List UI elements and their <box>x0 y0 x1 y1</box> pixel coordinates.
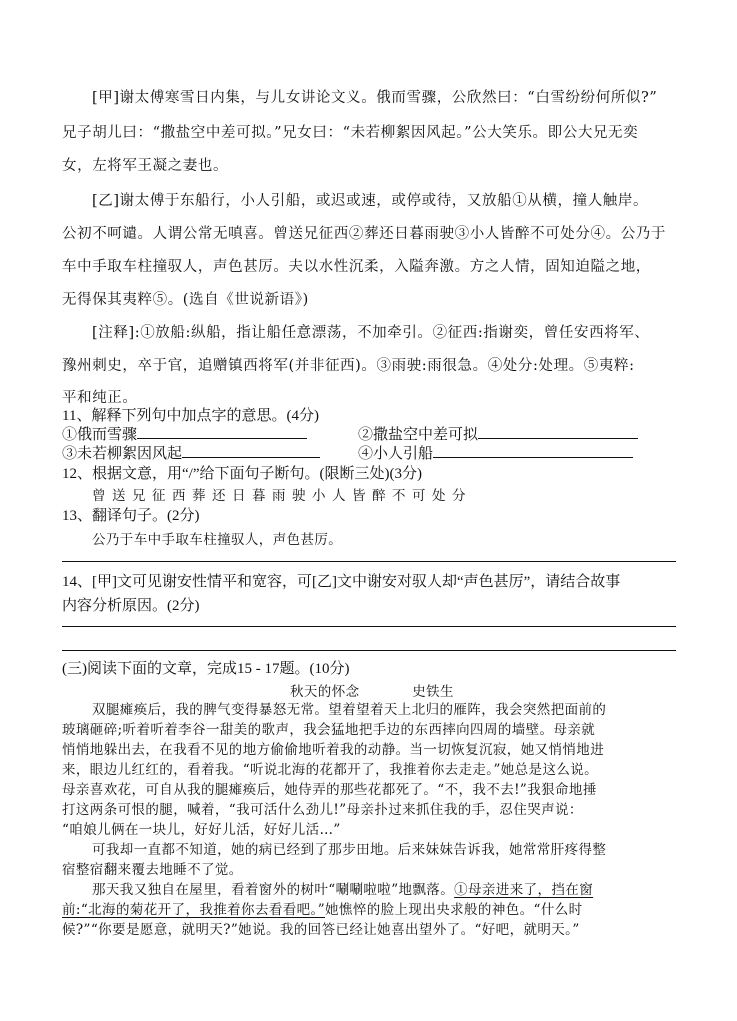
notes-line-3: 平和纯正。 <box>62 390 138 406</box>
q13-answer-line[interactable] <box>62 561 676 562</box>
q11-row-2 <box>62 442 633 463</box>
essay-title-row <box>290 680 502 700</box>
passage-b-line-2: 公初不呵谴。人谓公常无嗔喜。曾送兄征西②葬还日暮雨驶③小人皆醉不可处分④。公乃于 <box>62 226 666 242</box>
essay-line-5: 母亲喜欢花，可自从我的腿瘫痪后，她侍弄的那些花都死了。“不，我不去!”我狠命地捶 <box>62 782 597 798</box>
q12-stem: 12、根据文意，用“/”给下面句子断句。(限断三处)(3分) <box>62 466 422 482</box>
essay-line-9: 宿整宿翻来覆去地睡不了觉。 <box>62 862 243 878</box>
q14-answer-line-2[interactable] <box>62 650 676 651</box>
essay-line-3: 悄悄地躲出去，在我看不见的地方偷偷地听着我的动静。当一切恢复沉寂，她又悄悄地进 <box>62 742 605 758</box>
q11-row-1 <box>62 423 638 444</box>
q11-answer-1[interactable] <box>137 424 307 439</box>
q11-item-2-label: ②撒盐空中差可拟 <box>358 427 479 443</box>
q11-stem: 11、解释下列句中加点字的意思。(4分) <box>62 408 319 424</box>
notes-line-1: [注释]:①放船:纵船，指让船任意漂荡，不加牵引。②征西:指谢奕，曾任安西将军、 <box>92 325 650 341</box>
underlined-sentence-1-part-1: ①母亲进来了，挡在窗 <box>454 882 594 898</box>
essay-line-1: 双腿瘫痪后，我的脾气变得暴怒无常。望着望着天上北归的雁阵，我会突然把面前的 <box>92 702 607 718</box>
essay-line-6: 打这两条可恨的腿，喊着，“我可活什么劲儿!”母亲扑过来抓住我的手，忍住哭声说： <box>62 802 583 818</box>
passage-b-line-3: 车中手取车柱撞驭人，声色甚厉。夫以水性沉柔，入隘奔激。方之人情，固知迫隘之地， <box>62 259 651 275</box>
q11-item-3-label: ③未若柳絮因风起 <box>62 446 183 462</box>
q14-answer-line-1[interactable] <box>62 626 676 627</box>
q11-answer-4[interactable] <box>433 443 633 458</box>
q14-line-2: 内容分析原因。(2分) <box>62 598 200 614</box>
passage-a-line-3: 女，左将军王凝之妻也。 <box>62 158 229 174</box>
q11-item-4 <box>358 442 633 463</box>
q11-answer-2[interactable] <box>478 424 638 439</box>
passage-a-line-2: 兄子胡儿曰：“撒盐空中差可拟。”兄女曰：“未若柳絮因风起。”公大笑乐。即公大兄无奕 <box>62 125 639 141</box>
passage-b-line-1: [乙]谢太傅于东船行，小人引船，或迟或速，或停或待，又放船①从横，撞人触岸。 <box>92 193 649 209</box>
section3-heading: (三)阅读下面的文章，完成15 - 17题。(10分) <box>62 661 350 677</box>
essay-line-2: 玻璃砸碎;听着听着李谷一甜美的歌声，我会猛地把手边的东西摔向四周的墙壁。母亲就 <box>62 722 596 738</box>
q11-item-1-label: ①俄而雪骤 <box>62 427 138 443</box>
q11-item-2 <box>358 423 638 444</box>
passage-a-line-1: [甲]谢太傅寒雪日内集，与儿女讲论文义。俄而雪骤，公欣然曰：“白雪纷纷何所似?” <box>92 90 658 106</box>
essay-line-8: 可我却一直都不知道，她的病已经到了那步田地。后来妹妹告诉我，她常常肝疼得整 <box>92 842 607 858</box>
q12-sentence: 曾送兄征西葬还日暮雨驶小人皆醉不可处分 <box>92 488 472 504</box>
q13-stem: 13、翻译句子。(2分) <box>62 508 200 524</box>
essay-title: 秋天的怀念 <box>290 684 360 700</box>
essay-line-11-text: 她憔悴的脸上现出央求般的神色。“什么时 <box>325 902 583 918</box>
essay-line-10 <box>92 878 593 898</box>
essay-author: 史铁生 <box>412 684 454 700</box>
q11-answer-3[interactable] <box>182 443 320 458</box>
q11-item-1 <box>62 423 358 444</box>
underlined-sentence-1-part-2: 前:“北海的菊花开了，我推着你去看看吧。” <box>62 902 326 918</box>
essay-line-10-text: 那天我又独自在屋里，看着窗外的树叶“唰唰啦啦”地飘落。 <box>92 882 455 898</box>
essay-line-7: “咱娘儿俩在一块儿，好好儿活，好好儿活…” <box>62 822 341 838</box>
q11-item-4-label: ④小人引船 <box>358 446 434 462</box>
q14-line-1: 14、[甲]文可见谢安性情平和宽容，可[乙]文中谢安对驭人却“声色甚厉”，请结合故事 <box>62 574 621 590</box>
passage-b-line-4: 无得保其夷粹⑤。(选自《世说新语》) <box>62 292 309 308</box>
notes-line-2: 豫州刺史，卒于官，追赠镇西将军(并非征西)。③雨驶:雨很急。④处分:处理。⑤夷粹: <box>62 358 635 374</box>
q11-item-3 <box>62 442 358 463</box>
essay-line-11 <box>62 898 583 918</box>
q13-sentence: 公乃于车中手取车柱撞驭人，声色甚厉。 <box>92 532 343 548</box>
essay-line-12: 候?”“你要是愿意，就明天?”她说。我的回答已经让她喜出望外了。“好吧，就明天。” <box>62 922 580 938</box>
essay-line-4: 来，眼边儿红红的，看着我。“听说北海的花都开了，我推着你去走走。”她总是这么说。 <box>62 762 599 778</box>
